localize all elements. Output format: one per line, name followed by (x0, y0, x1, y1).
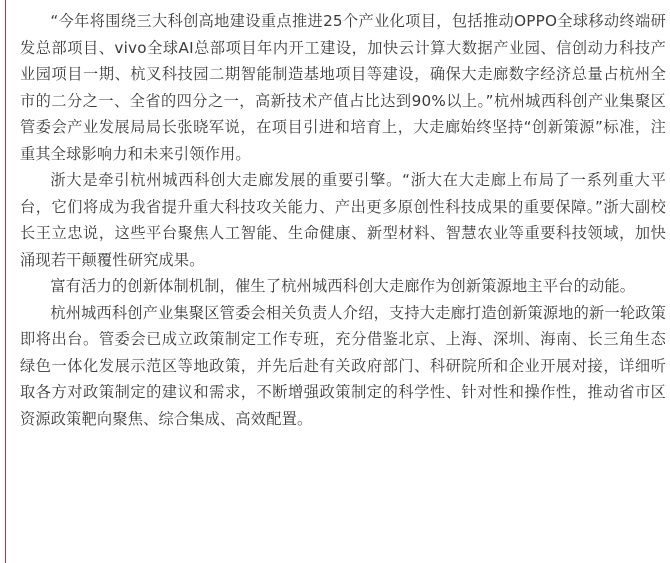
paragraph-2: 浙大是牵引杭州城西科创大走廊发展的重要引擎。“浙大在大走廊上布局了一系列重大平台，它们将成为我省提升重大科技攻关能力、产出更多原创性科技成果的重要保障。”浙大副校长王立忠说，这些平台聚焦人工智能、生命健康、新型材料、智慧农业等重要科技领域，加快涌现若干颠覆性研究成果。 (20, 171, 666, 269)
paragraph-1: “今年将围绕三大科创高地建设重点推进25个产业化项目，包括推动OPPO全球移动终端研发总部项目、vivo全球AI总部项目年内开工建设，加快云计算大数据产业园、信创动力科技产业园项目一期、杭叉科技园二期智能制造基地项目等建设，确保大走廊数字经济总量占杭州全市的二分之一、全省的四分之一，高新技术产值占比达到90%以上。”杭州城西科创产业集聚区管委会产业发展局局长张晓军说，在项目引进和培育上，大走廊始终坚持“创新策源”标准，注重其全球影响力和未来引领作用。 (20, 12, 666, 163)
paragraph-4: 杭州城西科创产业集聚区管委会相关负责人介绍，支持大走廊打造创新策源地的新一轮政策即将出台。管委会已成立政策制定工作专班，充分借鉴北京、上海、深圳、海南、长三角生态绿色一体化发展示范区等地政策，并先后赴有关政府部门、科研院所和企业开展对接，详细听取各方对政策制定的建议和需求，不断增强政策制定的科学性、针对性和操作性，推动省市区资源政策靶向聚焦、综合集成、高效配置。 (20, 303, 666, 428)
paragraph-3: 富有活力的创新体制机制，催生了杭州城西科创大走廊作为创新策源地主平台的动能。 (50, 277, 636, 295)
left-accent-rule (5, 0, 6, 563)
article-body (20, 8, 666, 432)
